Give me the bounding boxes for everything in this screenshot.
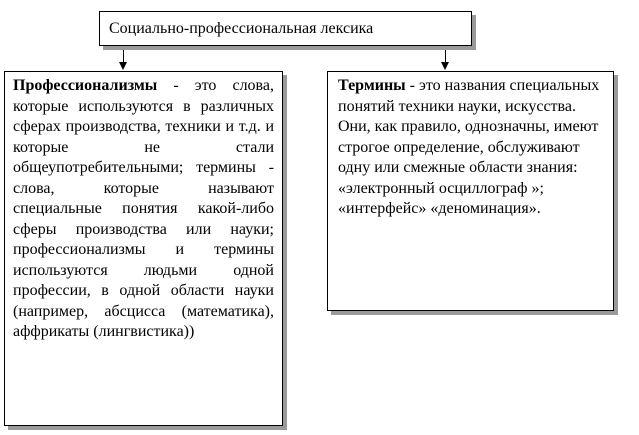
connector-root-to-left (123, 46, 124, 63)
arrowhead-left (119, 62, 127, 70)
professionalisms-paragraph (13, 76, 274, 343)
professionalisms-term: Профессионализмы (13, 77, 158, 94)
root-node-label: Социально-профессиональная лексика (109, 20, 374, 37)
arrowhead-right (441, 62, 449, 70)
terms-paragraph (338, 76, 603, 220)
terms-definition: - это названия специальных понятий техники науки, искусства. Они, как правило, однозначны, имеют строгое определение, обслуживают одну или смежные области знания: «электронный осциллограф »; «интерфейс» «деноминация». (338, 77, 600, 217)
professionalisms-node (4, 71, 283, 426)
connector-root-to-right (445, 46, 446, 63)
root-node (99, 11, 472, 46)
terms-node (327, 71, 614, 311)
professionalisms-definition: - это слова, которые используются в различных сферах производства, техники и т.д. и которые не стали общеупотребительными; термины - слова, которые называют специальные понятия какой-либо сферы производства или науки; профессионализмы и термины используются людьми одной профессии, в одной области науки (например, абсцисса (математика), аффрикаты (лингвистика)) (13, 77, 274, 340)
terms-term: Термины (338, 77, 406, 94)
